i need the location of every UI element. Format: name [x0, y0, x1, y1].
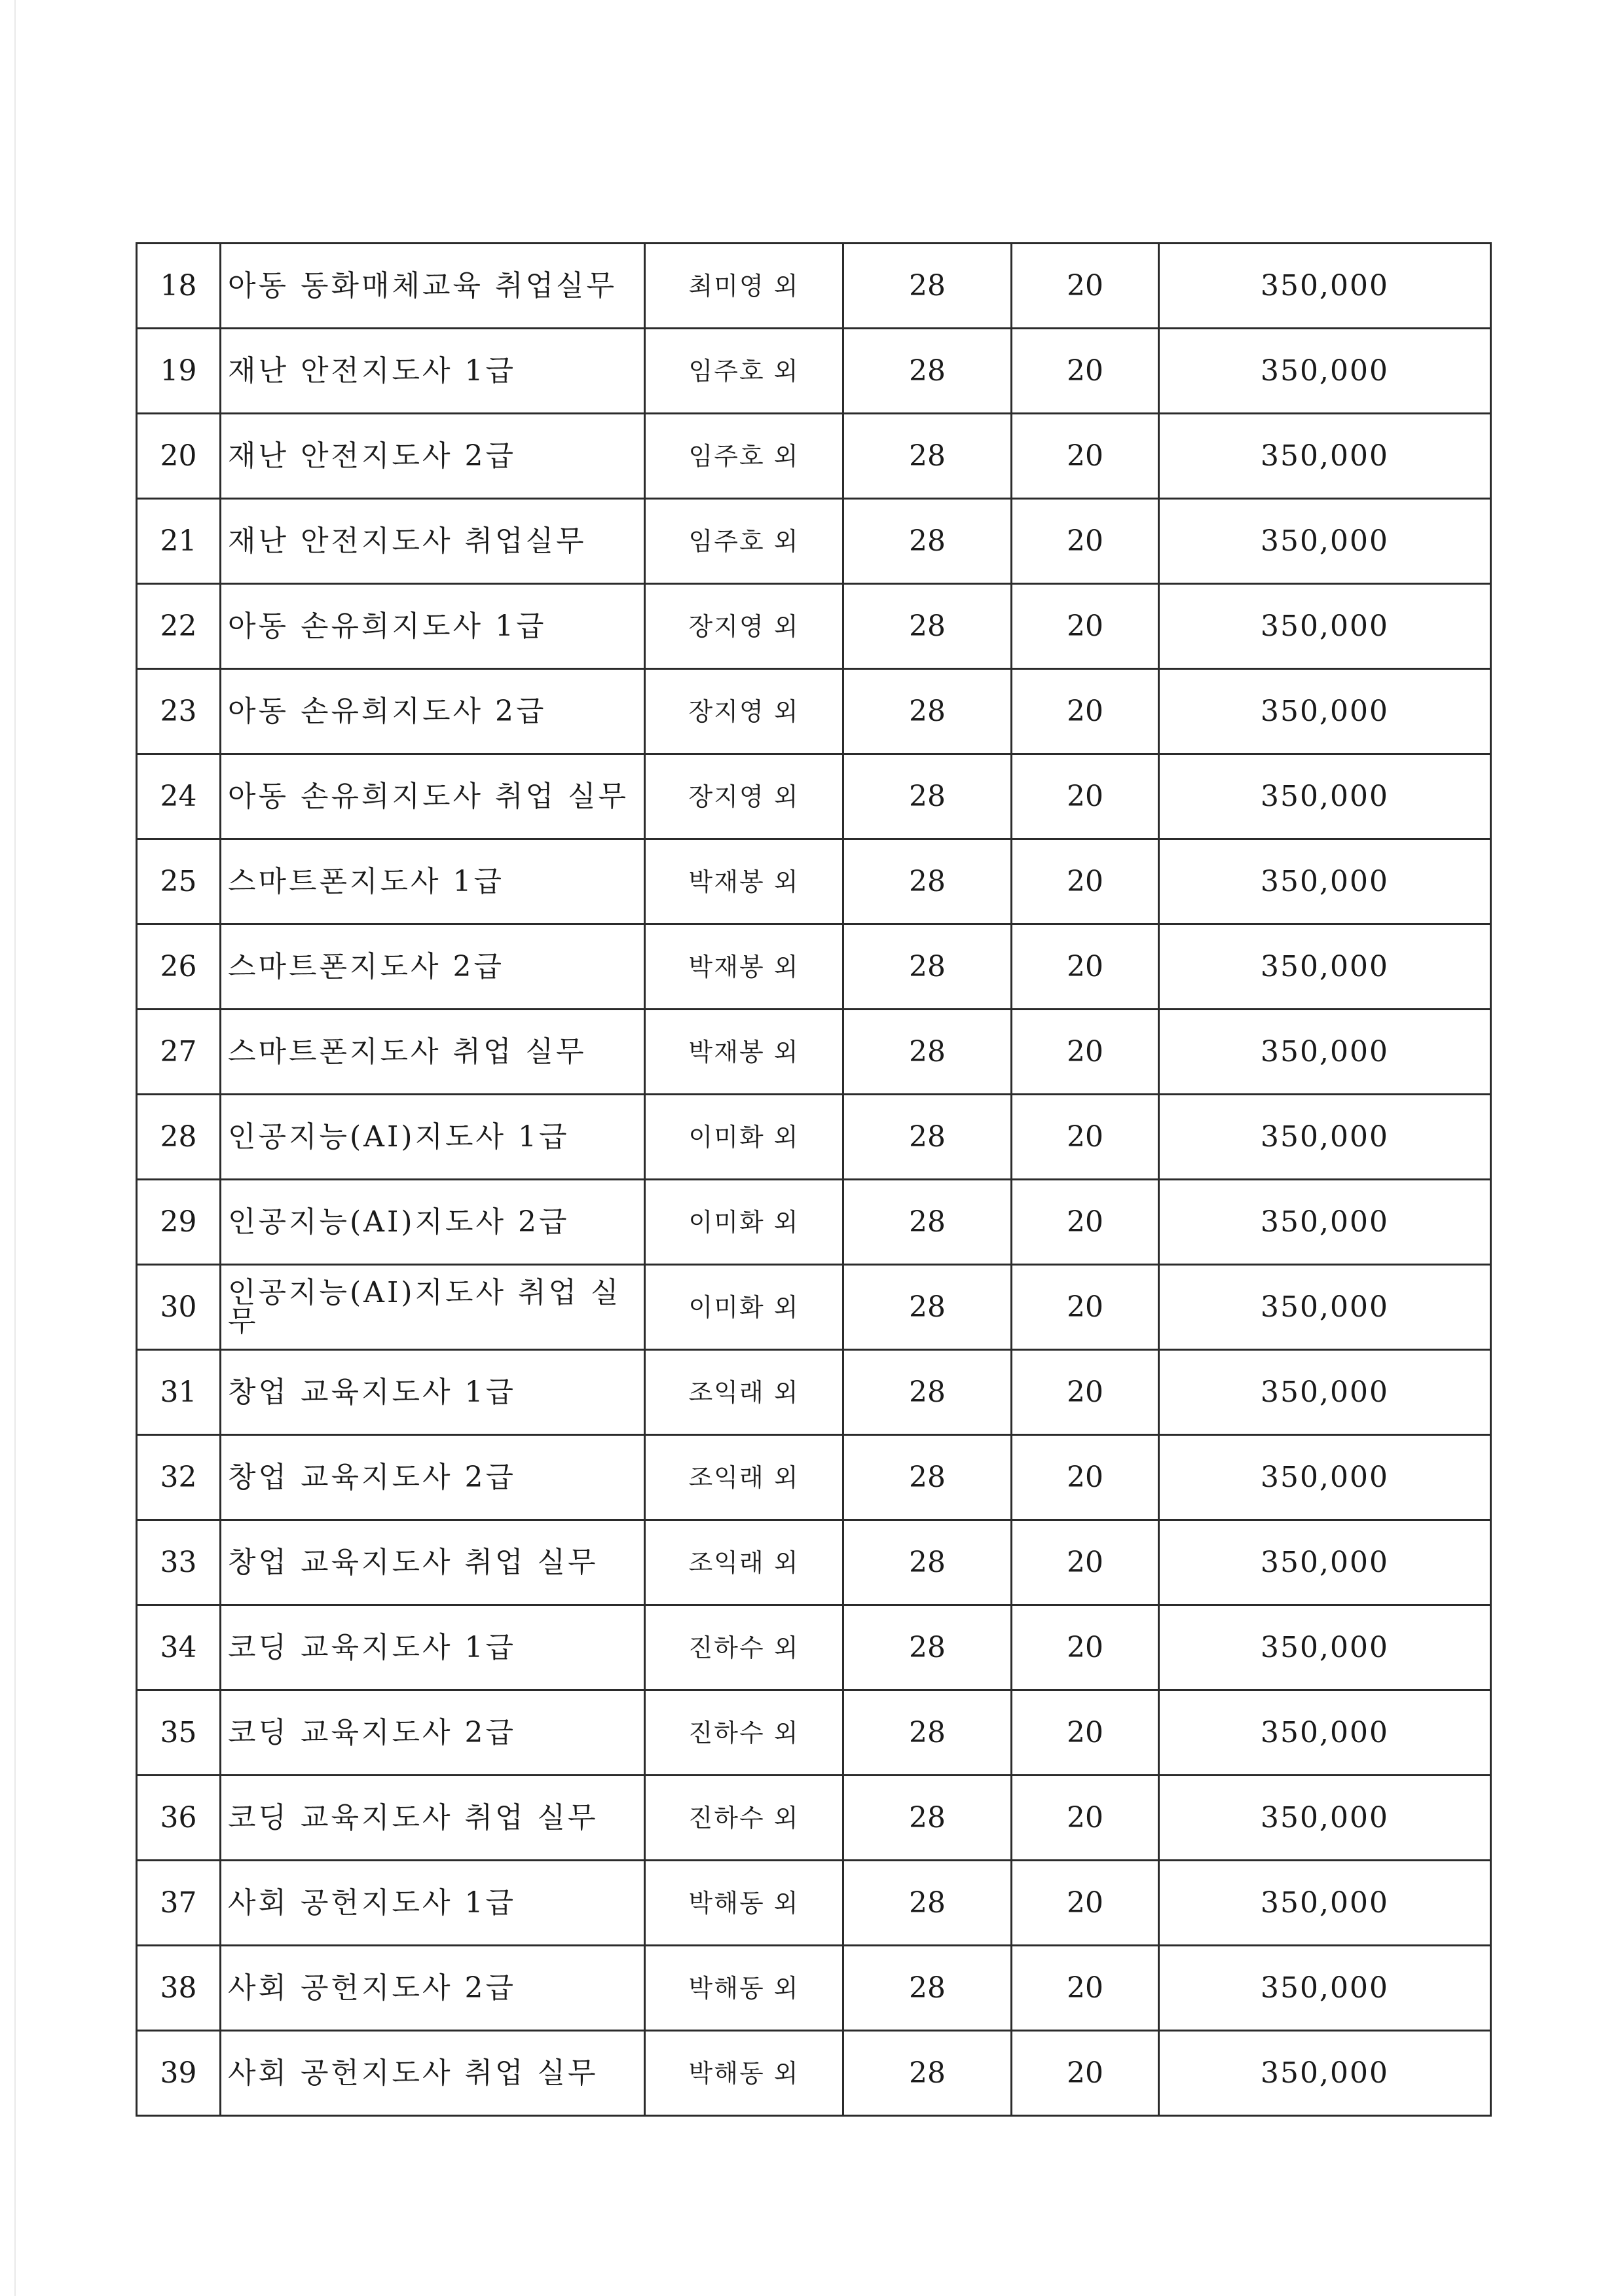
cell-instructor: 임주호 외 — [645, 499, 843, 584]
cell-instructor: 이미화 외 — [645, 1095, 843, 1180]
cell-fee: 350,000 — [1159, 1180, 1491, 1265]
cell-number: 31 — [137, 1350, 221, 1435]
table-body — [137, 244, 1491, 2116]
cell-capacity: 20 — [1012, 499, 1159, 584]
table-row — [137, 1605, 1491, 1690]
cell-capacity: 20 — [1012, 1690, 1159, 1776]
cell-capacity: 20 — [1012, 1946, 1159, 2031]
cell-capacity: 20 — [1012, 1265, 1159, 1350]
table-row — [137, 2031, 1491, 2116]
cell-instructor: 조익래 외 — [645, 1520, 843, 1605]
cell-instructor: 장지영 외 — [645, 669, 843, 754]
cell-fee: 350,000 — [1159, 1776, 1491, 1861]
cell-capacity: 20 — [1012, 414, 1159, 499]
cell-capacity: 20 — [1012, 2031, 1159, 2116]
cell-hours: 28 — [843, 584, 1012, 669]
cell-capacity: 20 — [1012, 1180, 1159, 1265]
course-table — [136, 242, 1492, 2117]
cell-capacity: 20 — [1012, 1776, 1159, 1861]
cell-capacity: 20 — [1012, 839, 1159, 924]
cell-hours: 28 — [843, 1776, 1012, 1861]
cell-number: 32 — [137, 1435, 221, 1520]
cell-course-name: 코딩 교육지도사 2급 — [221, 1690, 645, 1776]
cell-course-name: 재난 안전지도사 1급 — [221, 329, 645, 414]
cell-instructor: 박재봉 외 — [645, 924, 843, 1010]
cell-number: 36 — [137, 1776, 221, 1861]
cell-instructor: 이미화 외 — [645, 1265, 843, 1350]
cell-fee: 350,000 — [1159, 414, 1491, 499]
cell-number: 18 — [137, 244, 221, 329]
cell-fee: 350,000 — [1159, 2031, 1491, 2116]
cell-course-name: 인공지능(AI)지도사 1급 — [221, 1095, 645, 1180]
cell-number: 35 — [137, 1690, 221, 1776]
cell-hours: 28 — [843, 2031, 1012, 2116]
cell-fee: 350,000 — [1159, 1861, 1491, 1946]
cell-course-name: 창업 교육지도사 취업 실무 — [221, 1520, 645, 1605]
cell-capacity: 20 — [1012, 1350, 1159, 1435]
cell-hours: 28 — [843, 1435, 1012, 1520]
cell-fee: 350,000 — [1159, 499, 1491, 584]
cell-instructor: 조익래 외 — [645, 1435, 843, 1520]
cell-course-name: 아동 손유희지도사 취업 실무 — [221, 754, 645, 839]
cell-capacity: 20 — [1012, 924, 1159, 1010]
cell-instructor: 장지영 외 — [645, 584, 843, 669]
cell-capacity: 20 — [1012, 1861, 1159, 1946]
table-row — [137, 924, 1491, 1010]
cell-instructor: 박해동 외 — [645, 1861, 843, 1946]
cell-fee: 350,000 — [1159, 1010, 1491, 1095]
cell-number: 38 — [137, 1946, 221, 2031]
cell-instructor: 진하수 외 — [645, 1605, 843, 1690]
cell-number: 24 — [137, 754, 221, 839]
cell-number: 27 — [137, 1010, 221, 1095]
cell-course-name: 창업 교육지도사 2급 — [221, 1435, 645, 1520]
cell-hours: 28 — [843, 499, 1012, 584]
cell-number: 26 — [137, 924, 221, 1010]
cell-capacity: 20 — [1012, 1605, 1159, 1690]
cell-fee: 350,000 — [1159, 669, 1491, 754]
table-row — [137, 1690, 1491, 1776]
cell-course-name: 스마트폰지도사 취업 실무 — [221, 1010, 645, 1095]
cell-hours: 28 — [843, 1010, 1012, 1095]
cell-fee: 350,000 — [1159, 1690, 1491, 1776]
cell-hours: 28 — [843, 1690, 1012, 1776]
cell-capacity: 20 — [1012, 1520, 1159, 1605]
table-row — [137, 329, 1491, 414]
cell-hours: 28 — [843, 1946, 1012, 2031]
cell-capacity: 20 — [1012, 329, 1159, 414]
cell-hours: 28 — [843, 924, 1012, 1010]
cell-fee: 350,000 — [1159, 754, 1491, 839]
cell-instructor: 진하수 외 — [645, 1690, 843, 1776]
cell-fee: 350,000 — [1159, 1946, 1491, 2031]
cell-instructor: 임주호 외 — [645, 414, 843, 499]
cell-number: 19 — [137, 329, 221, 414]
cell-course-name: 아동 손유희지도사 1급 — [221, 584, 645, 669]
cell-course-name: 재난 안전지도사 취업실무 — [221, 499, 645, 584]
table-row — [137, 1010, 1491, 1095]
table-row — [137, 1265, 1491, 1350]
cell-course-name: 창업 교육지도사 1급 — [221, 1350, 645, 1435]
cell-number: 34 — [137, 1605, 221, 1690]
cell-course-name: 아동 동화매체교육 취업실무 — [221, 244, 645, 329]
table-row — [137, 414, 1491, 499]
cell-hours: 28 — [843, 244, 1012, 329]
table-row — [137, 1520, 1491, 1605]
cell-course-name: 스마트폰지도사 1급 — [221, 839, 645, 924]
cell-hours: 28 — [843, 754, 1012, 839]
cell-capacity: 20 — [1012, 669, 1159, 754]
page-edge — [14, 0, 16, 2296]
cell-hours: 28 — [843, 414, 1012, 499]
table-row — [137, 1946, 1491, 2031]
cell-hours: 28 — [843, 1265, 1012, 1350]
cell-fee: 350,000 — [1159, 1605, 1491, 1690]
cell-number: 23 — [137, 669, 221, 754]
cell-hours: 28 — [843, 839, 1012, 924]
cell-hours: 28 — [843, 329, 1012, 414]
cell-course-name: 아동 손유희지도사 2급 — [221, 669, 645, 754]
cell-hours: 28 — [843, 1520, 1012, 1605]
cell-fee: 350,000 — [1159, 1265, 1491, 1350]
cell-fee: 350,000 — [1159, 839, 1491, 924]
cell-instructor: 박해동 외 — [645, 2031, 843, 2116]
cell-instructor: 박해동 외 — [645, 1946, 843, 2031]
cell-hours: 28 — [843, 1605, 1012, 1690]
cell-course-name: 인공지능(AI)지도사 취업 실무 — [221, 1265, 645, 1350]
cell-course-name: 스마트폰지도사 2급 — [221, 924, 645, 1010]
table-row — [137, 499, 1491, 584]
cell-course-name: 코딩 교육지도사 취업 실무 — [221, 1776, 645, 1861]
cell-fee: 350,000 — [1159, 1095, 1491, 1180]
cell-number: 25 — [137, 839, 221, 924]
cell-course-name: 재난 안전지도사 2급 — [221, 414, 645, 499]
cell-fee: 350,000 — [1159, 1350, 1491, 1435]
cell-number: 37 — [137, 1861, 221, 1946]
cell-number: 33 — [137, 1520, 221, 1605]
cell-hours: 28 — [843, 1861, 1012, 1946]
cell-instructor: 조익래 외 — [645, 1350, 843, 1435]
cell-course-name: 사회 공헌지도사 1급 — [221, 1861, 645, 1946]
cell-instructor: 이미화 외 — [645, 1180, 843, 1265]
table-row — [137, 1180, 1491, 1265]
cell-hours: 28 — [843, 1350, 1012, 1435]
cell-instructor: 박재봉 외 — [645, 1010, 843, 1095]
cell-capacity: 20 — [1012, 244, 1159, 329]
cell-course-name: 코딩 교육지도사 1급 — [221, 1605, 645, 1690]
table-row — [137, 584, 1491, 669]
table-row — [137, 839, 1491, 924]
cell-capacity: 20 — [1012, 1435, 1159, 1520]
cell-capacity: 20 — [1012, 584, 1159, 669]
cell-capacity: 20 — [1012, 1095, 1159, 1180]
cell-capacity: 20 — [1012, 754, 1159, 839]
cell-fee: 350,000 — [1159, 329, 1491, 414]
table-row — [137, 1350, 1491, 1435]
cell-capacity: 20 — [1012, 1010, 1159, 1095]
table-row — [137, 669, 1491, 754]
table-row — [137, 244, 1491, 329]
cell-instructor: 최미영 외 — [645, 244, 843, 329]
cell-hours: 28 — [843, 669, 1012, 754]
cell-number: 21 — [137, 499, 221, 584]
cell-number: 28 — [137, 1095, 221, 1180]
table-row — [137, 1776, 1491, 1861]
cell-course-name: 사회 공헌지도사 2급 — [221, 1946, 645, 2031]
cell-instructor: 장지영 외 — [645, 754, 843, 839]
table-row — [137, 754, 1491, 839]
cell-fee: 350,000 — [1159, 924, 1491, 1010]
table-row — [137, 1435, 1491, 1520]
cell-number: 29 — [137, 1180, 221, 1265]
cell-number: 39 — [137, 2031, 221, 2116]
cell-hours: 28 — [843, 1095, 1012, 1180]
cell-instructor: 임주호 외 — [645, 329, 843, 414]
cell-fee: 350,000 — [1159, 244, 1491, 329]
cell-hours: 28 — [843, 1180, 1012, 1265]
cell-course-name: 사회 공헌지도사 취업 실무 — [221, 2031, 645, 2116]
cell-number: 22 — [137, 584, 221, 669]
cell-fee: 350,000 — [1159, 1520, 1491, 1605]
cell-course-name: 인공지능(AI)지도사 2급 — [221, 1180, 645, 1265]
cell-instructor: 박재봉 외 — [645, 839, 843, 924]
cell-number: 30 — [137, 1265, 221, 1350]
cell-fee: 350,000 — [1159, 1435, 1491, 1520]
table-row — [137, 1861, 1491, 1946]
cell-instructor: 진하수 외 — [645, 1776, 843, 1861]
table-row — [137, 1095, 1491, 1180]
cell-number: 20 — [137, 414, 221, 499]
cell-fee: 350,000 — [1159, 584, 1491, 669]
